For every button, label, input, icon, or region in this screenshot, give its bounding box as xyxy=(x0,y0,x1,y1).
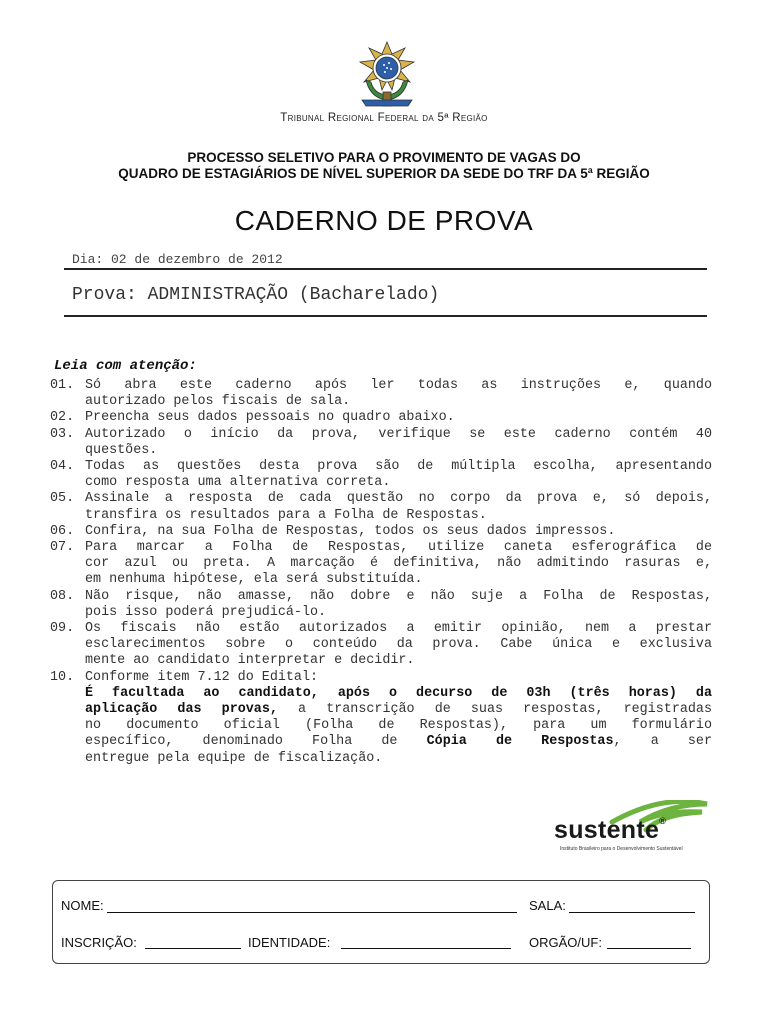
sala-field[interactable] xyxy=(569,912,695,913)
instruction-line: em nenhuma hipótese, ela será substituída. xyxy=(85,572,423,588)
instruction-item xyxy=(50,410,712,426)
item10-line4b: Cópia de Respostas xyxy=(426,734,614,750)
personal-data-form xyxy=(52,880,710,964)
coat-of-arms-icon xyxy=(356,40,418,112)
instruction-line: autorizado pelos fiscais de sala. xyxy=(85,394,351,410)
identidade-label: IDENTIDADE: xyxy=(248,935,331,950)
instruction-number: 10. xyxy=(50,669,75,685)
sala-label: SALA: xyxy=(529,898,566,913)
item10-bold-line1: É facultada ao candidato, após o decurso de 03h (três horas) da xyxy=(85,685,712,701)
item10-line5: entregue pela equipe de fiscalização. xyxy=(85,750,383,766)
instruction-number: 02. xyxy=(50,410,75,426)
instruction-item xyxy=(50,589,712,621)
instruction-number: 05. xyxy=(50,491,75,507)
nome-label: NOME: xyxy=(61,898,104,913)
instruction-line: Preencha seus dados pessoais no quadro abaixo. xyxy=(85,410,455,426)
instruction-item xyxy=(50,378,712,410)
sustente-logo xyxy=(552,800,712,860)
divider xyxy=(64,268,707,270)
identidade-field[interactable] xyxy=(341,948,511,949)
instructions-list xyxy=(50,378,712,767)
inscricao-label: INSCRIÇÃO: xyxy=(61,935,137,950)
instruction-line: Para marcar a Folha de Respostas, utilize caneta esferográfica de xyxy=(85,540,712,556)
tribunal-name: Tribunal Regional Federal da 5ª Região xyxy=(280,112,488,124)
divider xyxy=(64,315,707,317)
instruction-line: Não risque, não amasse, não dobre e não suje a Folha de Respostas, xyxy=(85,588,712,604)
instruction-line: transfira os resultados para a Folha de Respostas. xyxy=(85,507,487,523)
process-title-line1: PROCESSO SELETIVO PARA O PROVIMENTO DE VAGAS DO xyxy=(187,150,581,165)
instruction-number: 01. xyxy=(50,378,75,393)
exam-date: Dia: 02 de dezembro de 2012 xyxy=(72,252,283,267)
page-title: CADERNO DE PROVA xyxy=(234,205,534,236)
instruction-line: Os fiscais não estão autorizados a emitir opinião, nem a prestar xyxy=(85,621,712,637)
instruction-item xyxy=(50,670,712,686)
nome-field[interactable] xyxy=(107,912,517,913)
item10-line4a: específico, denominado Folha de xyxy=(85,734,427,750)
inscricao-field[interactable] xyxy=(145,948,241,949)
instruction-line: como resposta uma alternativa correta. xyxy=(85,475,391,491)
instruction-line: cor azul ou preta. A marcação é definitiva, não admitindo rasuras e, xyxy=(85,556,712,572)
instruction-line: Assinale a resposta de cada questão no corpo da prova e, só depois, xyxy=(85,491,712,507)
logo-wordmark: sustente xyxy=(554,816,660,844)
instruction-number: 06. xyxy=(50,523,75,539)
instruction-line: Confira, na sua Folha de Respostas, todos os seus dados impressos. xyxy=(85,523,616,539)
exam-subject: Prova: ADMINISTRAÇÃO (Bacharelado) xyxy=(72,285,440,305)
instruction-item xyxy=(50,524,712,540)
instruction-number: 03. xyxy=(50,426,75,442)
instruction-number: 09. xyxy=(50,621,75,637)
item10-line2-rest: a transcrição de suas respostas, registradas xyxy=(277,702,713,718)
instruction-line: pois isso poderá prejudicá-lo. xyxy=(85,604,327,620)
instruction-item xyxy=(50,621,712,670)
instruction-line: esclarecimentos sobre o conteúdo da prova. Cabe única e exclusiva xyxy=(85,637,712,653)
instruction-line: mente ao candidato interpretar e decidir. xyxy=(85,653,415,669)
instructions-heading: Leia com atenção: xyxy=(54,358,197,374)
instruction-line: Autorizado o início da prova, verifique se este caderno contém 40 xyxy=(85,426,712,442)
instruction-number: 08. xyxy=(50,588,75,604)
orgao-field[interactable] xyxy=(607,948,691,949)
logo-subtitle: Instituto Brasileiro para o Desenvolvimento Sustentável xyxy=(560,846,683,852)
instruction-number: 04. xyxy=(50,459,75,475)
item10-line3: no documento oficial (Folha de Respostas), para um formulário xyxy=(85,718,712,734)
instruction-item-10-detail xyxy=(50,686,712,767)
item10-line4c: , a ser xyxy=(613,734,712,750)
process-title-line2: QUADRO DE ESTAGIÁRIOS DE NÍVEL SUPERIOR DA SEDE DO TRF DA 5ª REGIÃO xyxy=(118,166,650,181)
instruction-line: Todas as questões desta prova são de múltipla escolha, apresentando xyxy=(85,459,712,475)
instruction-line: questões. xyxy=(85,442,158,458)
item10-bold-line2: aplicação das provas, xyxy=(85,702,278,718)
instruction-line: Só abra este caderno após ler todas as instruções e, quando xyxy=(85,378,712,393)
instruction-number: 07. xyxy=(50,540,75,556)
instruction-item xyxy=(50,459,712,491)
instruction-item xyxy=(50,427,712,459)
logo-registered-mark: ® xyxy=(659,816,667,826)
orgao-label: ORGÃO/UF: xyxy=(529,935,602,950)
instruction-item xyxy=(50,491,712,523)
instruction-item xyxy=(50,540,712,589)
instruction-line: Conforme item 7.12 do Edital: xyxy=(85,669,319,685)
